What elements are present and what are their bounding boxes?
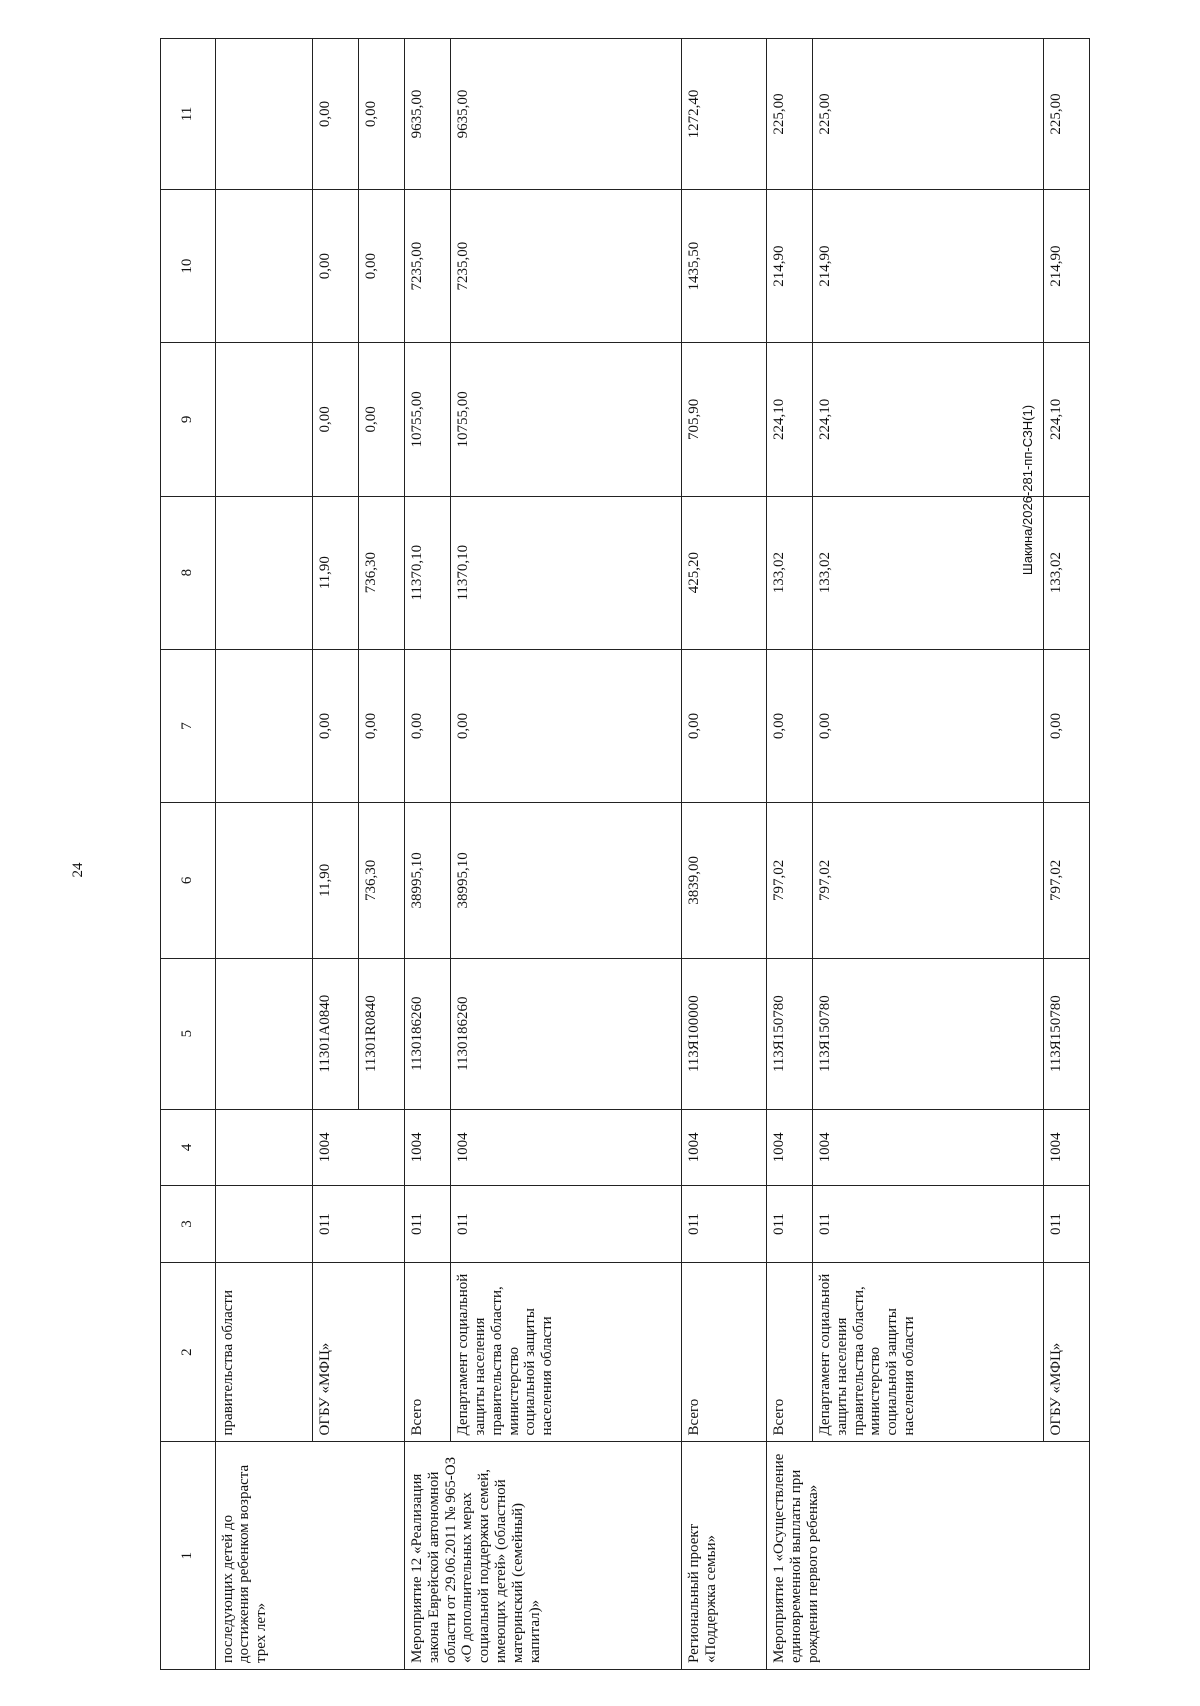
header-cell: 5	[161, 958, 216, 1109]
value-cell: 224,10	[1043, 343, 1089, 496]
value-cell: 11370,10	[451, 496, 682, 649]
executor-cell: Департамент социальной защиты населения правительства области, министерство социальной защиты населения области	[813, 1262, 1044, 1442]
executor-cell: ОГБУ «МФЦ»	[312, 1262, 404, 1442]
table-row	[405, 39, 451, 1670]
value-cell: 224,10	[813, 343, 1044, 496]
table-row	[215, 39, 312, 1670]
budget-table	[160, 38, 1090, 1670]
value-cell: 214,90	[813, 190, 1044, 343]
grbs-cell: 011	[405, 1186, 451, 1263]
grbs-cell: 011	[681, 1186, 766, 1263]
header-cell: 2	[161, 1262, 216, 1442]
measure-name-cell: Мероприятие 1 «Осуществление единовременной выплаты при рождении первого ребенка»	[766, 1442, 1089, 1670]
executor-cell: Всего	[766, 1262, 812, 1442]
value-cell: 225,00	[1043, 39, 1089, 190]
value-cell: 9635,00	[405, 39, 451, 190]
header-cell: 9	[161, 343, 216, 496]
value-cell: 3839,00	[681, 803, 766, 959]
value-cell: 0,00	[451, 649, 682, 802]
value-cell: 10755,00	[451, 343, 682, 496]
target-article-cell: 11301R0840	[358, 958, 404, 1109]
header-cell: 7	[161, 649, 216, 802]
table-row	[312, 39, 358, 1670]
value-cell: 0,00	[1043, 649, 1089, 802]
target-article-cell: 113Я100000	[681, 958, 766, 1109]
value-cell: 133,02	[1043, 496, 1089, 649]
value-cell: 38995,10	[451, 803, 682, 959]
value-cell: 797,02	[813, 803, 1044, 959]
target-article-cell: 1130186260	[405, 958, 451, 1109]
grbs-cell: 011	[766, 1186, 812, 1263]
section-cell: 1004	[1043, 1109, 1089, 1186]
value-cell: 736,30	[358, 496, 404, 649]
executor-cell: ОГБУ «МФЦ»	[1043, 1262, 1089, 1442]
value-cell: 38995,10	[405, 803, 451, 959]
value-cell: 0,00	[813, 649, 1044, 802]
grbs-cell: 011	[312, 1186, 404, 1263]
value-cell: 7235,00	[405, 190, 451, 343]
executor-cell: Всего	[681, 1262, 766, 1442]
header-row	[161, 39, 216, 1670]
executor-cell: Департамент социальной защиты населения правительства области, министерство социальной защиты населения области	[451, 1262, 682, 1442]
section-cell: 1004	[813, 1109, 1044, 1186]
section-cell: 1004	[405, 1109, 451, 1186]
value-cell: 0,00	[358, 190, 404, 343]
header-cell: 6	[161, 803, 216, 959]
table-row	[766, 39, 812, 1670]
executor-cell: Всего	[405, 1262, 451, 1442]
value-cell: 7235,00	[451, 190, 682, 343]
value-cell: 0,00	[358, 649, 404, 802]
measure-name-cell: Мероприятие 12 «Реализация закона Еврейской автономной области от 29.06.2011 № 965-ОЗ «О дополнительных мерах социальной поддержки семей, имеющих детей» (областной материнский (семейный) капитал)»	[405, 1442, 682, 1670]
table-row	[451, 39, 682, 1670]
value-cell: 797,02	[1043, 803, 1089, 959]
grbs-cell: 011	[1043, 1186, 1089, 1263]
target-article-cell: 113Я150780	[813, 958, 1044, 1109]
target-article-cell: 11301А0840	[312, 958, 358, 1109]
value-cell: 11,90	[312, 496, 358, 649]
value-cell: 214,90	[766, 190, 812, 343]
section-cell: 1004	[681, 1109, 766, 1186]
value-cell: 1272,40	[681, 39, 766, 190]
header-cell: 8	[161, 496, 216, 649]
value-cell: 0,00	[358, 343, 404, 496]
document-reference: Шакина/2026-281-пп-СЗН(1)	[1020, 404, 1035, 576]
table-row	[681, 39, 766, 1670]
section-cell: 1004	[766, 1109, 812, 1186]
table-row	[813, 39, 1044, 1670]
header-cell: 4	[161, 1109, 216, 1186]
header-cell: 11	[161, 39, 216, 190]
header-cell: 1	[161, 1442, 216, 1670]
header-cell: 3	[161, 1186, 216, 1263]
value-cell: 10755,00	[405, 343, 451, 496]
value-cell: 0,00	[405, 649, 451, 802]
grbs-cell: 011	[813, 1186, 1044, 1263]
value-cell: 224,10	[766, 343, 812, 496]
value-cell: 425,20	[681, 496, 766, 649]
value-cell: 0,00	[312, 343, 358, 496]
grbs-cell: 011	[451, 1186, 682, 1263]
value-cell: 9635,00	[451, 39, 682, 190]
section-cell: 1004	[312, 1109, 404, 1186]
rotated-table-container	[160, 38, 1090, 1670]
page-number: 24	[70, 862, 86, 878]
header-cell: 10	[161, 190, 216, 343]
measure-name-cell: Региональный проект «Поддержка семьи»	[681, 1442, 766, 1670]
value-cell: 133,02	[813, 496, 1044, 649]
value-cell: 11370,10	[405, 496, 451, 649]
table-row	[1043, 39, 1089, 1670]
value-cell: 225,00	[766, 39, 812, 190]
target-article-cell: 1130186260	[451, 958, 682, 1109]
value-cell: 797,02	[766, 803, 812, 959]
executor-cell: правительства области	[215, 1262, 312, 1442]
value-cell: 133,02	[766, 496, 812, 649]
target-article-cell: 113Я150780	[766, 958, 812, 1109]
value-cell: 0,00	[358, 39, 404, 190]
value-cell: 214,90	[1043, 190, 1089, 343]
value-cell: 0,00	[312, 649, 358, 802]
value-cell: 0,00	[766, 649, 812, 802]
value-cell: 0,00	[681, 649, 766, 802]
value-cell: 736,30	[358, 803, 404, 959]
value-cell: 1435,50	[681, 190, 766, 343]
target-article-cell: 113Я150780	[1043, 958, 1089, 1109]
value-cell: 0,00	[312, 190, 358, 343]
value-cell: 0,00	[312, 39, 358, 190]
value-cell: 11,90	[312, 803, 358, 959]
section-cell: 1004	[451, 1109, 682, 1186]
measure-name-cell: последующих детей до достижения ребенком возраста трех лет»	[215, 1442, 404, 1670]
value-cell: 705,90	[681, 343, 766, 496]
value-cell: 225,00	[813, 39, 1044, 190]
